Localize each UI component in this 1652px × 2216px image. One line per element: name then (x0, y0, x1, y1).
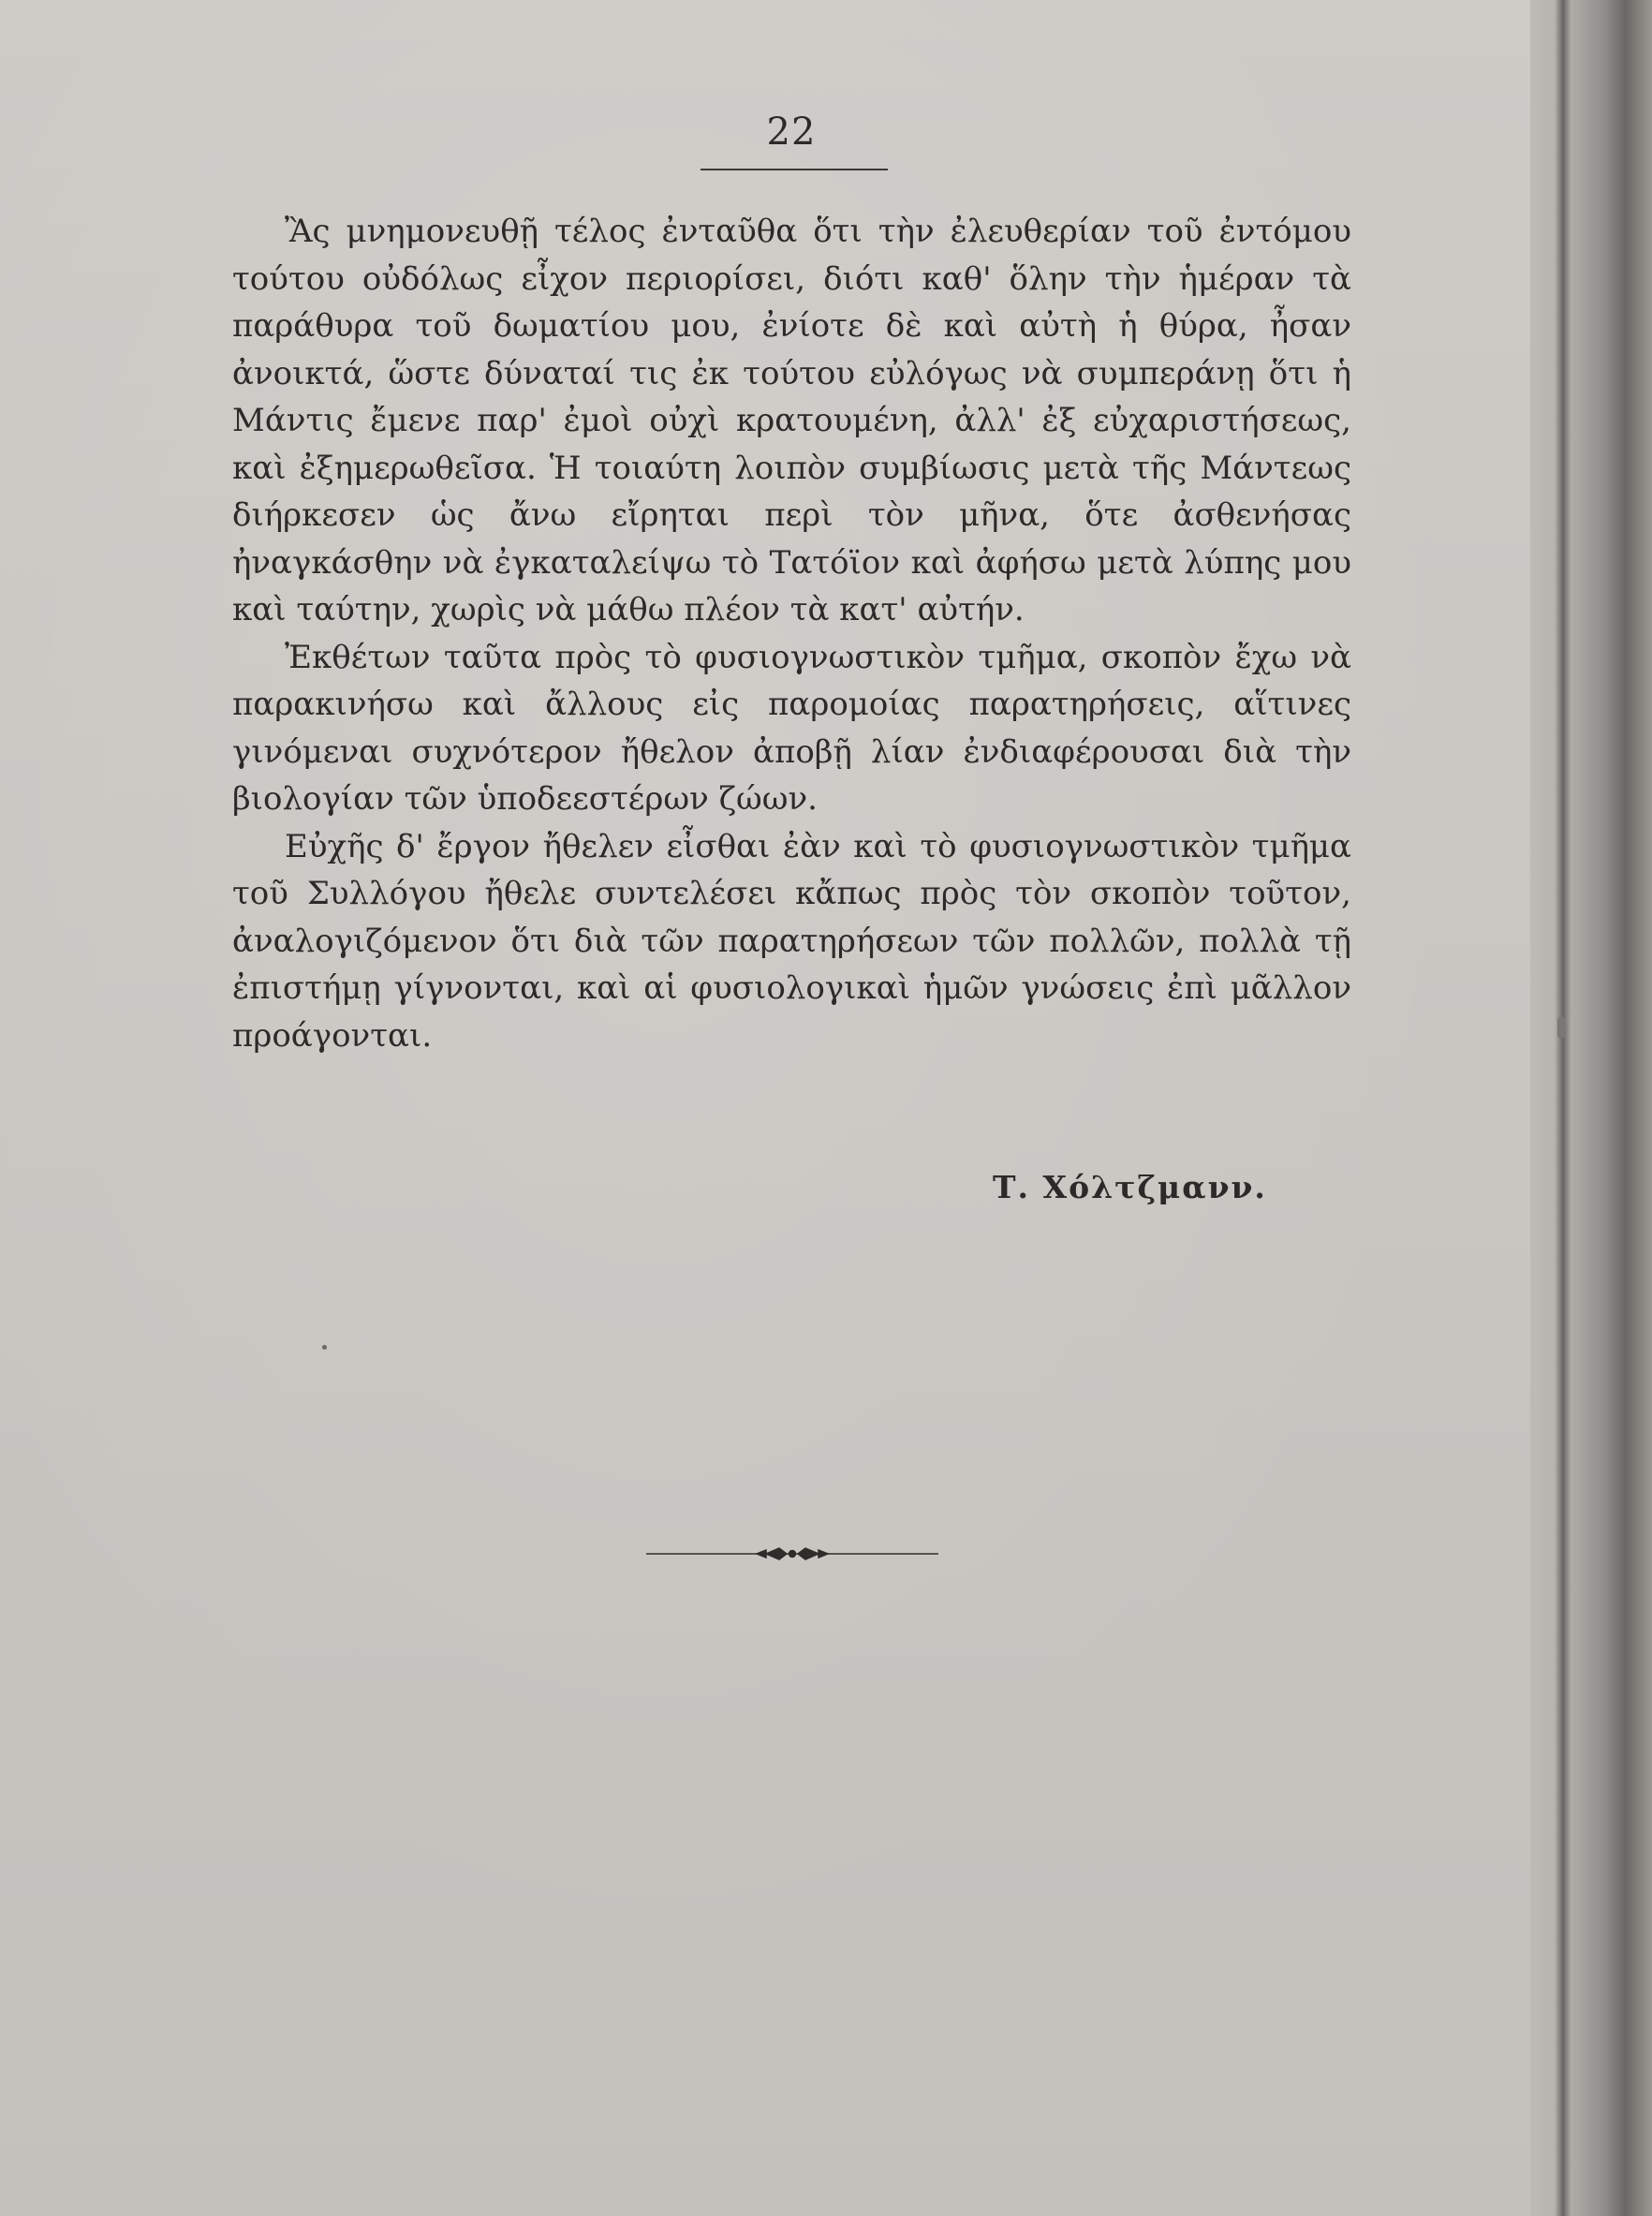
closing-ornament-icon (646, 1540, 938, 1568)
paragraph-1: Ἂς μνημονευθῇ τέλος ἐνταῦθα ὅτι τὴν ἐλευθερίαν τοῦ ἐντόμου τούτου οὐδόλως εἶχον περιορίσει, διότι καθ' ὅλην τὴν ἡμέραν τὰ παράθυρα τοῦ δωματίου μου, ἐνίοτε δὲ καὶ αὐτὴ ἡ θύρα, ἦσαν ἀνοικτά, ὥστε δύναταί τις ἐκ τούτου εὐλόγως νὰ συμπεράνῃ ὅτι ἡ Μάντις ἔμενε παρ' ἐμοὶ οὐχὶ κρατουμένη, ἀλλ' ἐξ εὐχαριστήσεως, καὶ ἐξημερωθεῖσα. Ἡ τοιαύτη λοιπὸν συμβίωσις μετὰ τῆς Μάντεως διήρκεσεν ὡς ἄνω εἴρηται περὶ τὸν μῆνα, ὅτε ἀσθενήσας ἠναγκάσθην νὰ ἐγκαταλείψω τὸ Τατόϊον καὶ ἀφήσω μετὰ λύπης μου καὶ ταύτην, χωρὶς νὰ μάθω πλέον τὰ κατ' αὐτήν. (232, 213, 1351, 628)
binding-clip (1557, 1017, 1565, 1038)
paper-speck (322, 1345, 327, 1350)
page-edge-shadow (1555, 0, 1571, 2216)
paragraph-2: Ἐκθέτων ταῦτα πρὸς τὸ φυσιογνωστικὸν τμῆμα, σκοπὸν ἔχω νὰ παρακινήσω καὶ ἄλλους εἰς παρομοίας παρατηρήσεις, αἵτινες γινόμεναι συχνότερον ἤθελον ἀποβῇ λίαν ἐνδιαφέρουσαι διὰ τὴν βιολογίαν τῶν ὑποδεεστέρων ζώων. (232, 638, 1351, 818)
paragraph-3: Εὐχῆς δ' ἔργον ἤθελεν εἶσθαι ἐὰν καὶ τὸ φυσιογνωστικὸν τμῆμα τοῦ Συλλόγου ἤθελε συντελέσει κἄπως πρὸς τὸν σκοπὸν τοῦτον, ἀναλογιζόμενον ὅτι διὰ τῶν παρατηρήσεων τῶν πολλῶν, πολλὰ τῇ ἐπιστήμῃ γίγνονται, καὶ αἱ φυσιολογικαὶ ἡμῶν γνώσεις ἐπὶ μᾶλλον προάγονται. (232, 827, 1351, 1055)
page-number-rule (701, 169, 888, 170)
author-signature: Τ. Χόλτζμανν. (993, 1169, 1267, 1205)
book-spine-shadow (1530, 0, 1652, 2216)
body-text (232, 208, 1351, 1059)
page-number: 22 (766, 111, 817, 154)
